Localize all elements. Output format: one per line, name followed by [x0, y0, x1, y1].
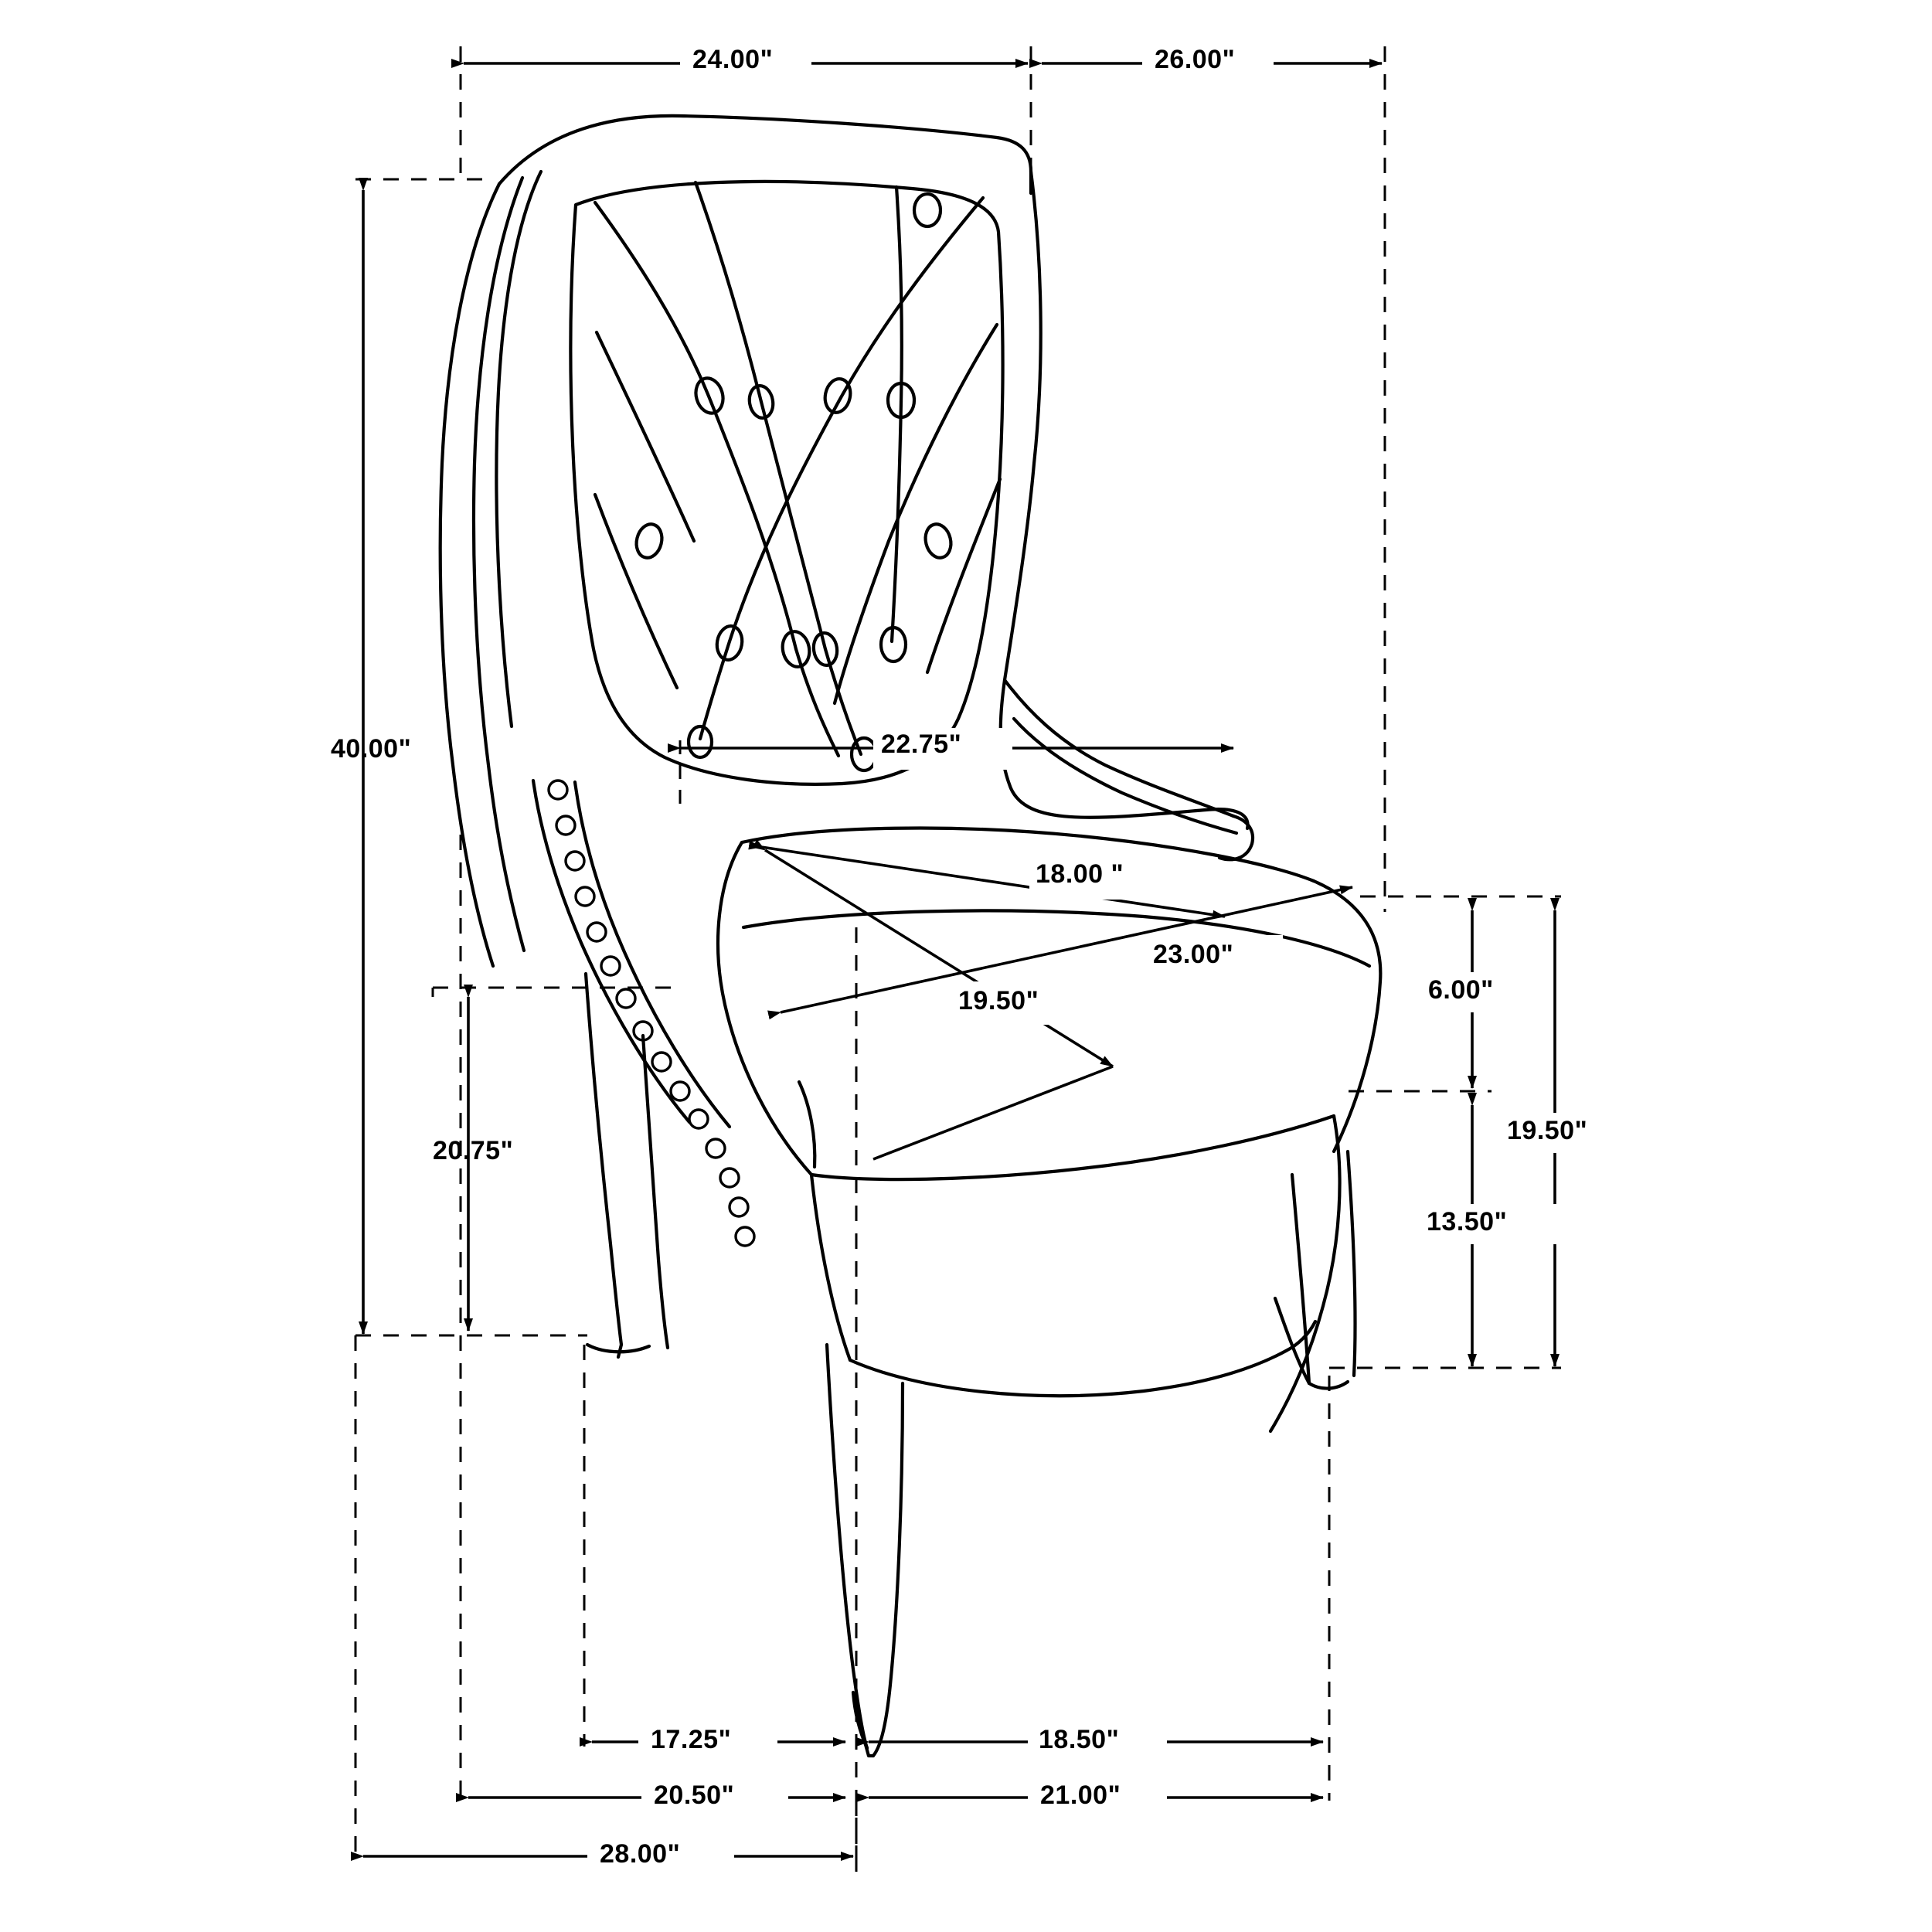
dimension-label-19-50: 19.50"	[1507, 1116, 1588, 1145]
dimension-label-22-75: 22.75"	[881, 730, 962, 759]
dimension-label-13-50: 13.50"	[1427, 1207, 1508, 1236]
dimension-label-23: 23.00"	[1153, 940, 1234, 969]
dimension-label-18-50: 18.50"	[1039, 1725, 1120, 1754]
dimension-label-17-25: 17.25"	[651, 1725, 732, 1754]
dimension-label-19-50-diag: 19.50"	[958, 986, 1039, 1015]
dimension-label-21: 21.00"	[1040, 1781, 1121, 1810]
dimension-label-20-75: 20.75"	[433, 1136, 514, 1165]
dimension-label-18: 18.00 "	[1036, 859, 1124, 889]
dimension-label-24: 24.00"	[692, 45, 774, 74]
dimension-label-20-50: 20.50"	[654, 1781, 735, 1810]
dimension-label-26: 26.00"	[1155, 45, 1236, 74]
dimension-label-6: 6.00"	[1428, 975, 1494, 1005]
dimension-label-28: 28.00"	[600, 1839, 681, 1869]
dimension-label-40: 40.00"	[331, 734, 412, 764]
